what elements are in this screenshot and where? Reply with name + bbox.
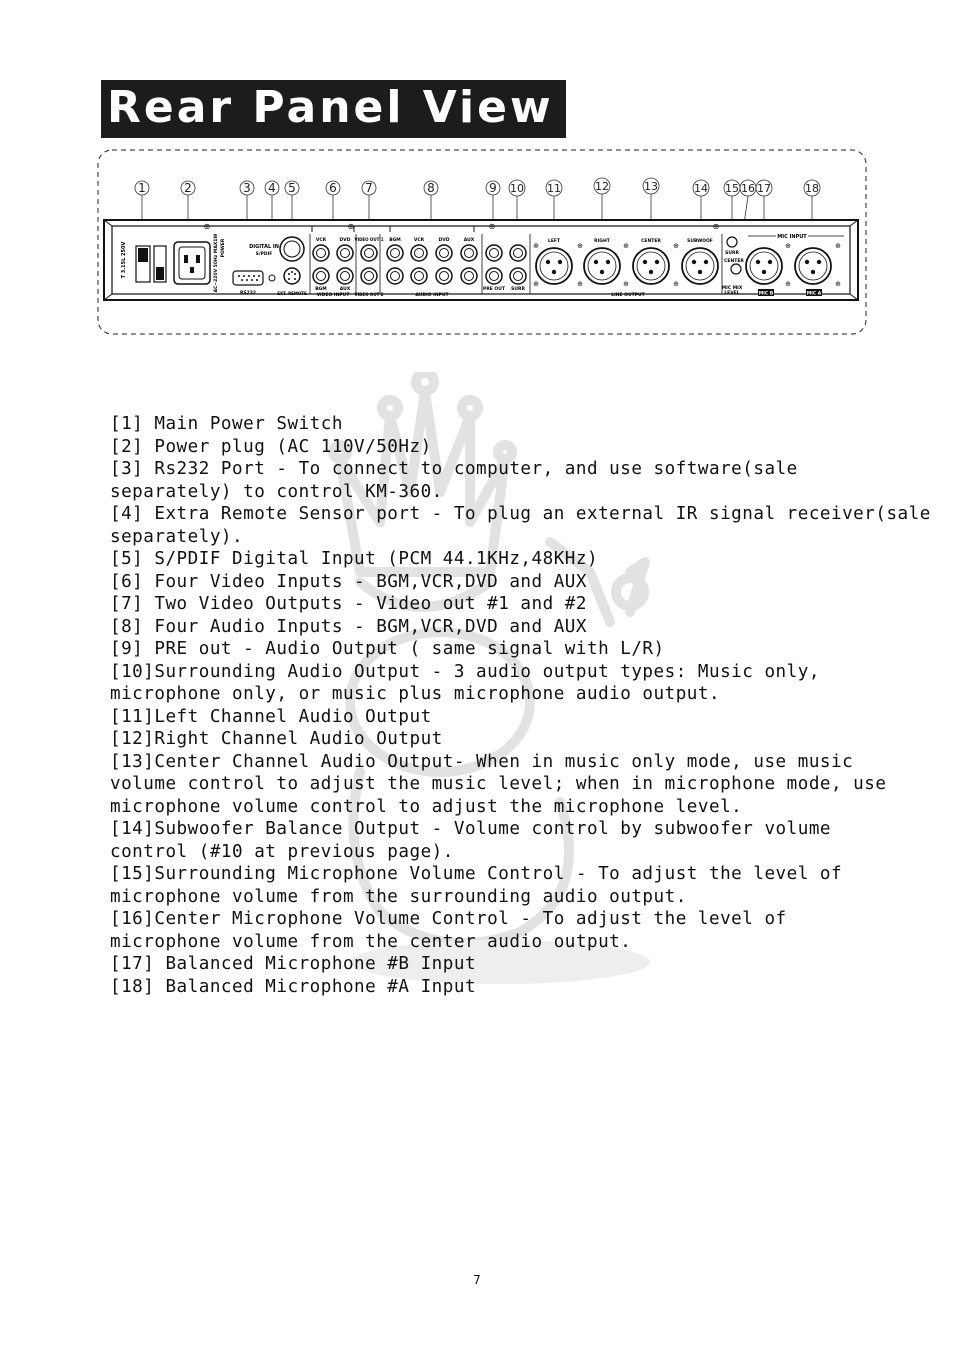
svg-text:2: 2	[184, 181, 192, 195]
description-line: [1] Main Power Switch	[110, 414, 343, 434]
description-line: control (#10 at previous page).	[110, 841, 454, 862]
svg-text:BGM: BGM	[389, 238, 401, 243]
description-line: microphone volume from the surrounding audio output.	[110, 886, 687, 907]
level-label: LEVEL	[724, 291, 740, 296]
svg-text:AUDIO INPUT: AUDIO INPUT	[415, 293, 449, 298]
description-line: separately).	[110, 526, 244, 547]
svg-text:⊕: ⊕	[577, 242, 583, 250]
description-line: [3] Rs232 Port - To connect to computer, and use software(sale	[110, 459, 798, 479]
xlr-center	[633, 248, 669, 284]
description-line: [15]Surrounding Microphone Volume Control - To adjust the level of	[110, 864, 843, 884]
svg-text:18: 18	[805, 182, 819, 195]
xlr-left	[536, 248, 572, 284]
description-line: [2] Power plug (AC 110V/50Hz)	[110, 436, 432, 457]
svg-text:1: 1	[138, 181, 146, 195]
description-line: [11]Left Channel Audio Output	[110, 706, 432, 727]
svg-text:VCR: VCR	[315, 238, 327, 243]
svg-text:SUBWOOF: SUBWOOF	[687, 239, 713, 244]
svg-text:RIGHT: RIGHT	[594, 239, 610, 244]
power-plug	[174, 242, 210, 284]
digital-in-label: DIGITAL IN	[249, 244, 279, 250]
svg-text:4: 4	[268, 181, 276, 195]
description-line: [14]Subwoofer Balance Output - Volume control by subwoofer volume	[110, 819, 832, 839]
description-line: [8] Four Audio Inputs - BGM,VCR,DVD and AUX	[110, 616, 587, 637]
svg-text:3: 3	[243, 181, 251, 195]
description-line: [9] PRE out - Audio Output ( same signal with L/R)	[110, 639, 665, 659]
svg-text:7: 7	[365, 181, 373, 195]
page-number: 7	[473, 1273, 481, 1287]
description-line: separately) to control KM-360.	[110, 481, 443, 502]
svg-text:LINE OUTPUT: LINE OUTPUT	[611, 293, 645, 298]
svg-text:DVD: DVD	[339, 238, 351, 243]
pre-out-surr-group	[483, 286, 525, 292]
xlr-subwoof	[682, 248, 718, 284]
svg-text:MIC A: MIC A	[806, 291, 822, 297]
spdif-jack	[280, 237, 304, 261]
svg-text:6: 6	[329, 181, 337, 195]
svg-text:⊕: ⊕	[488, 222, 496, 231]
svg-text:⊕: ⊕	[835, 242, 841, 250]
mic-center-label: CENTER	[724, 259, 744, 264]
svg-text:CENTER: CENTER	[641, 239, 661, 244]
svg-text:⊕: ⊕	[533, 242, 539, 250]
svg-text:⊕: ⊕	[623, 280, 629, 288]
rs232-label: RS232	[239, 291, 257, 296]
svg-text:17: 17	[757, 182, 771, 195]
svg-text:⊕: ⊕	[835, 280, 841, 288]
svg-text:⊕: ⊕	[673, 280, 679, 288]
svg-text:5: 5	[288, 181, 296, 195]
callout-6	[326, 181, 340, 224]
svg-text:VIDEO OUT 1: VIDEO OUT 1	[354, 237, 384, 242]
mic-mix-label: MIC MIX	[721, 286, 743, 291]
ext-remote-jack	[269, 275, 275, 281]
description-line: [16]Center Microphone Volume Control - To adjust the level of	[110, 909, 787, 929]
ac-input-label: AC~220V 50Hz MAX1W	[214, 233, 219, 293]
xlr-mic-a	[795, 248, 831, 284]
spdif-label: S/PDIF	[255, 252, 273, 257]
svg-text:8: 8	[427, 181, 435, 195]
description-line: [13]Center Channel Audio Output- When in music only mode, use music	[110, 751, 854, 772]
mic-center-knob	[731, 264, 741, 274]
description-line: [7] Two Video Outputs - Video out #1 and #2	[110, 594, 587, 614]
svg-text:VIDEO OUT 2: VIDEO OUT 2	[354, 292, 384, 297]
svg-text:⊕: ⊕	[673, 242, 679, 250]
fuse-label: T 3.15L 250V	[121, 241, 127, 279]
description-line: microphone volume control to adjust the microphone level.	[110, 796, 743, 817]
description-line: [4] Extra Remote Sensor port - To plug an external IR signal receiver(sale	[110, 504, 931, 524]
description-line: [10]Surrounding Audio Output - 3 audio output types: Music only,	[110, 661, 820, 682]
mic-surr-label: SURR	[725, 251, 739, 256]
svg-text:⊕: ⊕	[577, 280, 583, 288]
svg-text:11: 11	[547, 182, 561, 195]
svg-text:10: 10	[510, 182, 524, 195]
svg-text:DVD: DVD	[438, 238, 450, 243]
svg-text:⊕: ⊕	[712, 222, 720, 231]
description-list	[110, 413, 931, 998]
svg-text:BGM: BGM	[315, 287, 327, 292]
svg-text:⊕: ⊕	[533, 280, 539, 288]
svg-text:VCR: VCR	[413, 238, 425, 243]
svg-text:13: 13	[644, 180, 658, 193]
ext-remote-label: EXT. REMOTE	[277, 291, 307, 296]
description-line: [5] S/PDIF Digital Input (PCM 44.1KHz,48KHz)	[110, 549, 599, 569]
svg-text:MIC B: MIC B	[758, 291, 774, 297]
description-line: microphone volume from the center audio output.	[110, 931, 632, 952]
svg-text:AUX: AUX	[463, 238, 475, 243]
callout-8	[424, 181, 438, 224]
svg-text:15: 15	[725, 182, 739, 195]
description-line: microphone only, or music plus microphone audio output.	[110, 684, 721, 704]
svg-text:14: 14	[694, 182, 708, 195]
description-line: [18] Balanced Microphone #A Input	[110, 976, 477, 997]
svg-text:12: 12	[595, 180, 609, 193]
rear-panel-diagram	[96, 148, 868, 336]
svg-text:⊕: ⊕	[785, 280, 791, 288]
description-line: [6] Four Video Inputs - BGM,VCR,DVD and AUX	[110, 571, 587, 592]
svg-text:⊕: ⊕	[785, 242, 791, 250]
svg-text:⊕: ⊕	[347, 222, 355, 231]
svg-text:16: 16	[741, 182, 755, 195]
mic-surr-knob	[727, 237, 737, 247]
mic-input-label: MIC INPUT	[777, 234, 807, 240]
page-title: Rear Panel View	[107, 82, 554, 133]
svg-text:VIDEO INPUT: VIDEO INPUT	[316, 293, 350, 298]
svg-text:AUX: AUX	[339, 287, 351, 292]
power-label: POWER	[221, 238, 226, 258]
svg-text:9: 9	[489, 181, 497, 195]
description-line: [17] Balanced Microphone #B Input	[110, 954, 477, 974]
xlr-mic-b	[746, 248, 782, 284]
description-line: volume control to adjust the music level; when in microphone mode, use	[110, 774, 887, 794]
ext-remote-port	[284, 268, 300, 284]
svg-text:SURR: SURR	[511, 287, 525, 292]
rs232-port	[233, 271, 263, 285]
svg-text:LEFT: LEFT	[547, 239, 561, 244]
description-line: [12]Right Channel Audio Output	[110, 729, 443, 749]
title-banner	[101, 80, 566, 138]
svg-text:PRE OUT: PRE OUT	[483, 287, 505, 292]
svg-text:⊕: ⊕	[203, 222, 211, 231]
xlr-right	[584, 248, 620, 284]
svg-text:⊕: ⊕	[623, 242, 629, 250]
